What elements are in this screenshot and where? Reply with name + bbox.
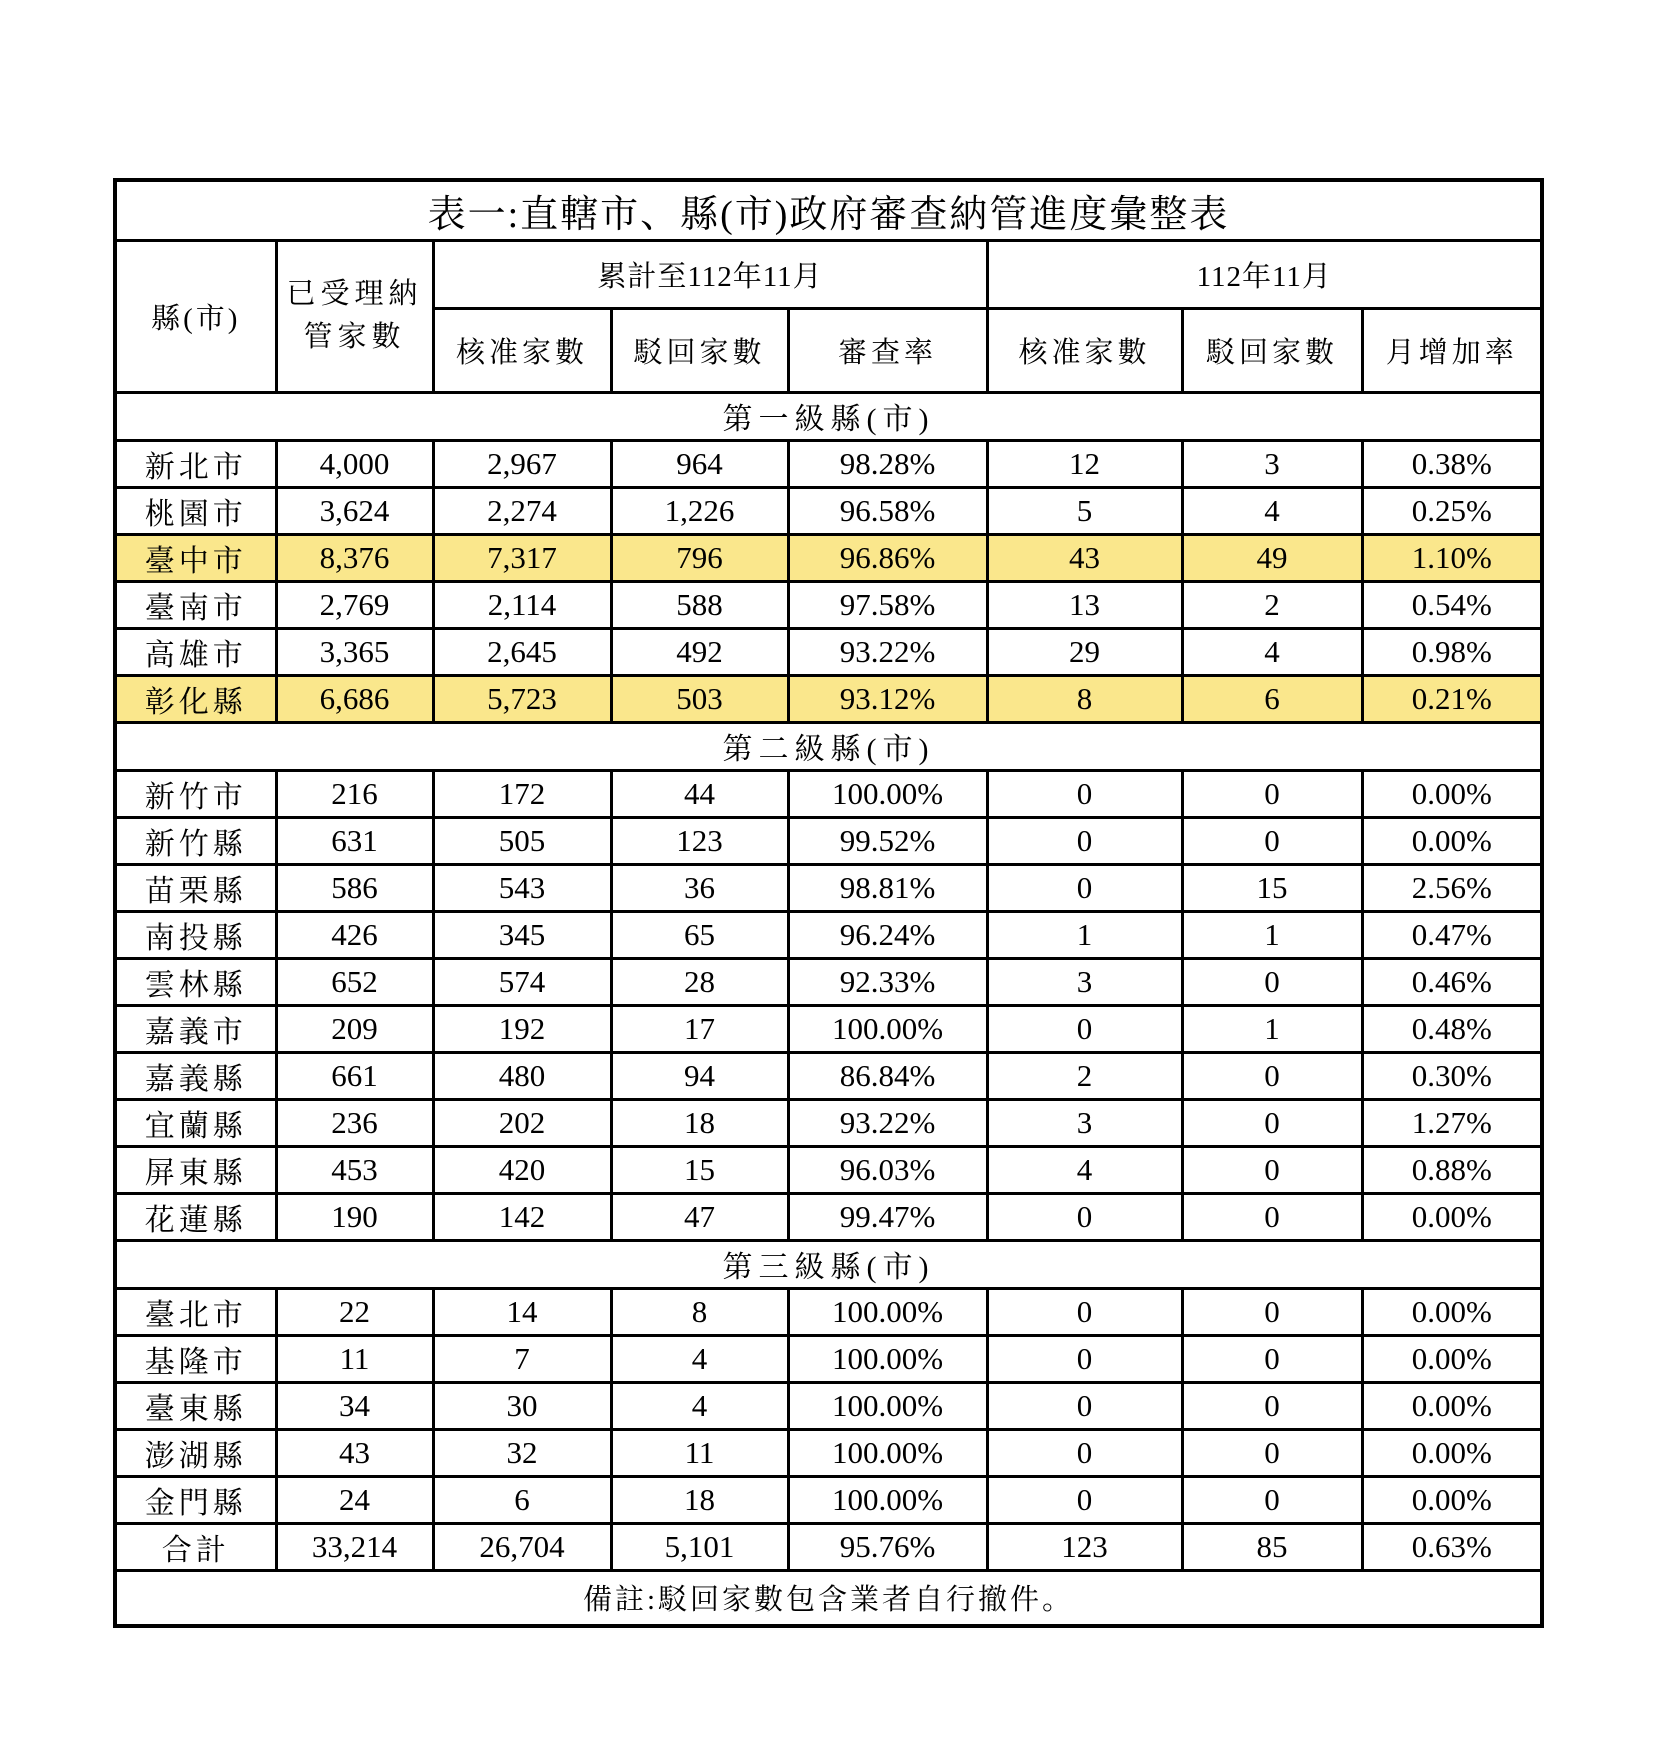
value-cell: 0 (1182, 1335, 1362, 1382)
value-cell: 0 (987, 864, 1182, 911)
table-row (115, 534, 1542, 581)
section-band-row (115, 392, 1542, 440)
value-cell: 236 (276, 1099, 433, 1146)
value-cell: 8 (611, 1288, 788, 1335)
county-cell: 宜蘭縣 (115, 1099, 276, 1146)
value-cell: 420 (433, 1146, 611, 1193)
value-cell: 32 (433, 1429, 611, 1476)
value-cell: 1 (1182, 911, 1362, 958)
monthly-increase-header: 月增加率 (1362, 308, 1542, 392)
cumulative-group-header: 累計至112年11月 (433, 240, 987, 308)
table-row (115, 958, 1542, 1005)
section-band-label: 第三級縣(市) (115, 1240, 1542, 1288)
county-cell: 嘉義市 (115, 1005, 276, 1052)
value-cell: 543 (433, 864, 611, 911)
value-cell: 505 (433, 817, 611, 864)
value-cell: 453 (276, 1146, 433, 1193)
county-cell: 基隆市 (115, 1335, 276, 1382)
value-cell: 100.00% (788, 1288, 987, 1335)
value-cell: 0 (987, 770, 1182, 817)
accepted-header-line2: 管家數 (303, 321, 406, 353)
value-cell: 190 (276, 1193, 433, 1240)
value-cell: 98.28% (788, 440, 987, 487)
value-cell: 503 (611, 675, 788, 722)
value-cell: 94 (611, 1052, 788, 1099)
table-row (115, 675, 1542, 722)
value-cell: 18 (611, 1476, 788, 1523)
value-cell: 6,686 (276, 675, 433, 722)
value-cell: 172 (433, 770, 611, 817)
value-cell: 4 (987, 1146, 1182, 1193)
value-cell: 2,274 (433, 487, 611, 534)
county-cell: 臺東縣 (115, 1382, 276, 1429)
value-cell: 1.27% (1362, 1099, 1542, 1146)
value-cell: 0 (987, 1005, 1182, 1052)
value-cell: 4 (1182, 628, 1362, 675)
total-value-cell: 26,704 (433, 1523, 611, 1570)
county-column-header: 縣(市) (115, 240, 276, 392)
table-row (115, 1476, 1542, 1523)
value-cell: 86.84% (788, 1052, 987, 1099)
value-cell: 192 (433, 1005, 611, 1052)
footnote: 備註:駁回家數包含業者自行撤件。 (115, 1570, 1542, 1626)
county-cell: 臺中市 (115, 534, 276, 581)
value-cell: 4 (1182, 487, 1362, 534)
value-cell: 6 (433, 1476, 611, 1523)
value-cell: 17 (611, 1005, 788, 1052)
table-row (115, 1099, 1542, 1146)
table-row (115, 1335, 1542, 1382)
value-cell: 0 (987, 1429, 1182, 1476)
value-cell: 5 (987, 487, 1182, 534)
header-row-groups (115, 240, 1542, 308)
table-row (115, 817, 1542, 864)
value-cell: 0.48% (1362, 1005, 1542, 1052)
value-cell: 30 (433, 1382, 611, 1429)
total-row (115, 1523, 1542, 1570)
value-cell: 1 (987, 911, 1182, 958)
rejected-cumulative-header: 駁回家數 (611, 308, 788, 392)
value-cell: 93.22% (788, 1099, 987, 1146)
value-cell: 0.54% (1362, 581, 1542, 628)
value-cell: 11 (276, 1335, 433, 1382)
value-cell: 28 (611, 958, 788, 1005)
value-cell: 0 (1182, 817, 1362, 864)
county-cell: 臺南市 (115, 581, 276, 628)
value-cell: 1,226 (611, 487, 788, 534)
value-cell: 631 (276, 817, 433, 864)
value-cell: 100.00% (788, 1335, 987, 1382)
county-cell: 金門縣 (115, 1476, 276, 1523)
value-cell: 123 (611, 817, 788, 864)
value-cell: 0 (987, 1476, 1182, 1523)
value-cell: 492 (611, 628, 788, 675)
value-cell: 0 (1182, 1146, 1362, 1193)
title-row (115, 180, 1542, 240)
value-cell: 4 (611, 1382, 788, 1429)
value-cell: 202 (433, 1099, 611, 1146)
table-row (115, 1052, 1542, 1099)
value-cell: 0 (1182, 1382, 1362, 1429)
value-cell: 0.00% (1362, 1335, 1542, 1382)
value-cell: 0.88% (1362, 1146, 1542, 1193)
value-cell: 65 (611, 911, 788, 958)
value-cell: 96.03% (788, 1146, 987, 1193)
value-cell: 574 (433, 958, 611, 1005)
value-cell: 0.00% (1362, 817, 1542, 864)
value-cell: 209 (276, 1005, 433, 1052)
value-cell: 0.21% (1362, 675, 1542, 722)
value-cell: 15 (1182, 864, 1362, 911)
value-cell: 0.47% (1362, 911, 1542, 958)
value-cell: 11 (611, 1429, 788, 1476)
value-cell: 93.22% (788, 628, 987, 675)
value-cell: 7 (433, 1335, 611, 1382)
value-cell: 345 (433, 911, 611, 958)
table-row (115, 1005, 1542, 1052)
total-value-cell: 0.63% (1362, 1523, 1542, 1570)
value-cell: 652 (276, 958, 433, 1005)
review-progress-table (113, 178, 1544, 1628)
county-cell: 新竹縣 (115, 817, 276, 864)
section-band-label: 第二級縣(市) (115, 722, 1542, 770)
value-cell: 0 (1182, 958, 1362, 1005)
value-cell: 5,723 (433, 675, 611, 722)
table-row (115, 1146, 1542, 1193)
value-cell: 0.98% (1362, 628, 1542, 675)
value-cell: 100.00% (788, 770, 987, 817)
value-cell: 22 (276, 1288, 433, 1335)
section-band-label: 第一級縣(市) (115, 392, 1542, 440)
table-row (115, 581, 1542, 628)
value-cell: 4,000 (276, 440, 433, 487)
value-cell: 1.10% (1362, 534, 1542, 581)
table-row (115, 1288, 1542, 1335)
value-cell: 96.86% (788, 534, 987, 581)
section-band-row (115, 722, 1542, 770)
value-cell: 15 (611, 1146, 788, 1193)
value-cell: 43 (276, 1429, 433, 1476)
value-cell: 8 (987, 675, 1182, 722)
value-cell: 0 (1182, 1429, 1362, 1476)
value-cell: 100.00% (788, 1429, 987, 1476)
county-cell: 花蓮縣 (115, 1193, 276, 1240)
value-cell: 0 (987, 1288, 1182, 1335)
value-cell: 0 (1182, 1099, 1362, 1146)
value-cell: 97.58% (788, 581, 987, 628)
value-cell: 96.24% (788, 911, 987, 958)
value-cell: 6 (1182, 675, 1362, 722)
value-cell: 92.33% (788, 958, 987, 1005)
value-cell: 796 (611, 534, 788, 581)
footnote-row (115, 1570, 1542, 1626)
county-cell: 南投縣 (115, 911, 276, 958)
table-row (115, 770, 1542, 817)
value-cell: 2,114 (433, 581, 611, 628)
county-cell: 嘉義縣 (115, 1052, 276, 1099)
table-body (115, 392, 1542, 1626)
table-row (115, 1429, 1542, 1476)
value-cell: 0 (1182, 770, 1362, 817)
value-cell: 0.00% (1362, 1382, 1542, 1429)
value-cell: 2 (987, 1052, 1182, 1099)
value-cell: 0.00% (1362, 1193, 1542, 1240)
value-cell: 661 (276, 1052, 433, 1099)
table-row (115, 628, 1542, 675)
value-cell: 43 (987, 534, 1182, 581)
value-cell: 12 (987, 440, 1182, 487)
value-cell: 0.38% (1362, 440, 1542, 487)
value-cell: 0.00% (1362, 1476, 1542, 1523)
approved-month-header: 核准家數 (987, 308, 1182, 392)
value-cell: 49 (1182, 534, 1362, 581)
total-value-cell: 33,214 (276, 1523, 433, 1570)
table-title: 表一:直轄市、縣(市)政府審查納管進度彙整表 (115, 180, 1542, 240)
value-cell: 0 (1182, 1476, 1362, 1523)
value-cell: 24 (276, 1476, 433, 1523)
value-cell: 426 (276, 911, 433, 958)
value-cell: 44 (611, 770, 788, 817)
total-value-cell: 123 (987, 1523, 1182, 1570)
value-cell: 99.47% (788, 1193, 987, 1240)
value-cell: 99.52% (788, 817, 987, 864)
county-cell: 新竹市 (115, 770, 276, 817)
table-row (115, 911, 1542, 958)
county-cell: 新北市 (115, 440, 276, 487)
approved-cumulative-header: 核准家數 (433, 308, 611, 392)
value-cell: 588 (611, 581, 788, 628)
value-cell: 93.12% (788, 675, 987, 722)
value-cell: 0 (987, 1193, 1182, 1240)
value-cell: 0.00% (1362, 1429, 1542, 1476)
county-cell: 彰化縣 (115, 675, 276, 722)
value-cell: 36 (611, 864, 788, 911)
value-cell: 2,645 (433, 628, 611, 675)
value-cell: 8,376 (276, 534, 433, 581)
value-cell: 480 (433, 1052, 611, 1099)
table-row (115, 1193, 1542, 1240)
value-cell: 0.30% (1362, 1052, 1542, 1099)
value-cell: 34 (276, 1382, 433, 1429)
value-cell: 3 (987, 1099, 1182, 1146)
section-band-row (115, 1240, 1542, 1288)
value-cell: 3,365 (276, 628, 433, 675)
county-cell: 屏東縣 (115, 1146, 276, 1193)
total-value-cell: 85 (1182, 1523, 1362, 1570)
value-cell: 47 (611, 1193, 788, 1240)
value-cell: 100.00% (788, 1005, 987, 1052)
county-cell: 高雄市 (115, 628, 276, 675)
county-cell: 雲林縣 (115, 958, 276, 1005)
value-cell: 96.58% (788, 487, 987, 534)
value-cell: 0.46% (1362, 958, 1542, 1005)
total-value-cell: 5,101 (611, 1523, 788, 1570)
value-cell: 0 (1182, 1052, 1362, 1099)
value-cell: 1 (1182, 1005, 1362, 1052)
value-cell: 964 (611, 440, 788, 487)
value-cell: 29 (987, 628, 1182, 675)
value-cell: 2,967 (433, 440, 611, 487)
value-cell: 0 (987, 817, 1182, 864)
table-row (115, 440, 1542, 487)
value-cell: 18 (611, 1099, 788, 1146)
total-label-cell: 合計 (115, 1523, 276, 1570)
county-cell: 臺北市 (115, 1288, 276, 1335)
review-rate-header: 審查率 (788, 308, 987, 392)
value-cell: 100.00% (788, 1382, 987, 1429)
accepted-header-line1: 已受理納 (286, 277, 423, 310)
value-cell: 3,624 (276, 487, 433, 534)
table-row (115, 487, 1542, 534)
value-cell: 216 (276, 770, 433, 817)
table-row (115, 864, 1542, 911)
county-cell: 澎湖縣 (115, 1429, 276, 1476)
value-cell: 4 (611, 1335, 788, 1382)
value-cell: 0.00% (1362, 1288, 1542, 1335)
month-group-header: 112年11月 (987, 240, 1542, 308)
value-cell: 0 (1182, 1288, 1362, 1335)
value-cell: 0 (987, 1335, 1182, 1382)
value-cell: 0.00% (1362, 770, 1542, 817)
table-row (115, 1382, 1542, 1429)
value-cell: 14 (433, 1288, 611, 1335)
value-cell: 0 (987, 1382, 1182, 1429)
total-value-cell: 95.76% (788, 1523, 987, 1570)
rejected-month-header: 駁回家數 (1182, 308, 1362, 392)
accepted-column-header (276, 240, 433, 392)
value-cell: 3 (1182, 440, 1362, 487)
county-cell: 桃園市 (115, 487, 276, 534)
value-cell: 586 (276, 864, 433, 911)
value-cell: 0.25% (1362, 487, 1542, 534)
value-cell: 2,769 (276, 581, 433, 628)
value-cell: 2.56% (1362, 864, 1542, 911)
value-cell: 7,317 (433, 534, 611, 581)
value-cell: 3 (987, 958, 1182, 1005)
value-cell: 13 (987, 581, 1182, 628)
county-cell: 苗栗縣 (115, 864, 276, 911)
value-cell: 0 (1182, 1193, 1362, 1240)
value-cell: 98.81% (788, 864, 987, 911)
value-cell: 100.00% (788, 1476, 987, 1523)
value-cell: 142 (433, 1193, 611, 1240)
value-cell: 2 (1182, 581, 1362, 628)
